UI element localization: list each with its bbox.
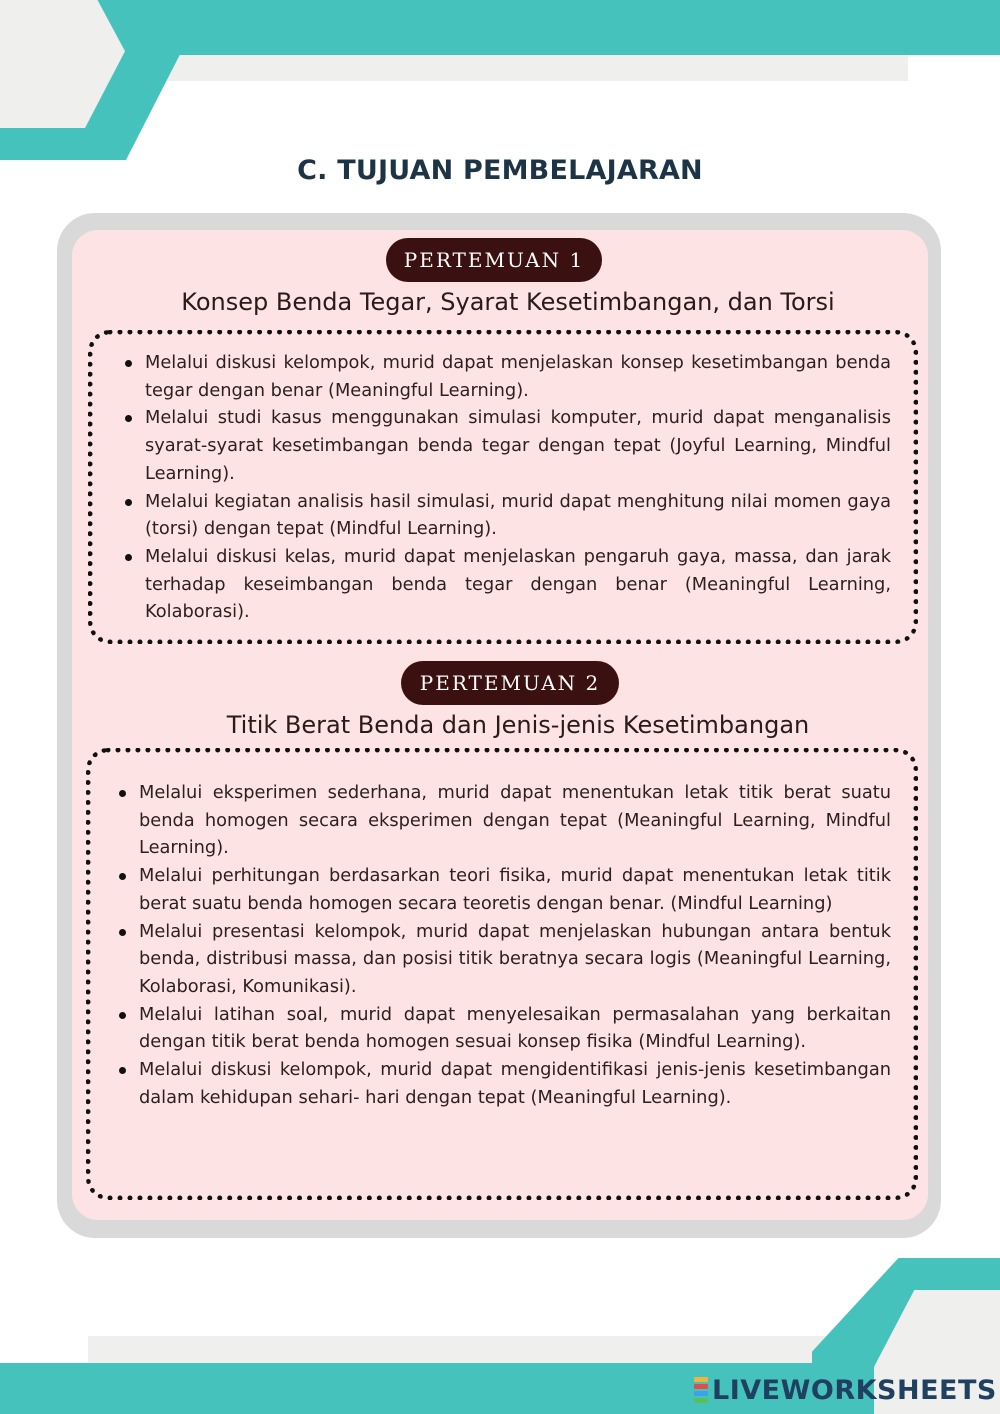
brand-name: LIVEWORKSHEETS xyxy=(712,1374,997,1406)
liveworksheets-logo[interactable] xyxy=(694,1373,997,1407)
list-item: Melalui presentasi kelompok, murid dapat menjelaskan hubungan antara bentuk benda, distribusi massa, dan posisi titik beratnya secara logis (Meaningful Learning, Kolaborasi, Komunikasi). xyxy=(115,918,891,1001)
list-item: Melalui diskusi kelompok, murid dapat mengidentifikasi jenis-jenis kesetimbangan dalam kehidupan sehari- hari dengan tepat (Meaningful Learning). xyxy=(115,1056,891,1111)
meeting-2-objectives-list xyxy=(115,779,891,1111)
meeting-2-topic: Titik Berat Benda dan Jenis-jenis Kesetimbangan xyxy=(226,711,810,739)
liveworksheets-icon xyxy=(694,1377,708,1403)
list-item: Melalui perhitungan berdasarkan teori fisika, murid dapat menentukan letak titik berat suatu benda homogen secara teoretis dengan benar. (Mindful Learning) xyxy=(115,862,891,917)
list-item: Melalui kegiatan analisis hasil simulasi, murid dapat menghitung nilai momen gaya (torsi) dengan tepat (Mindful Learning). xyxy=(121,488,891,543)
meeting-2-badge: PERTEMUAN 2 xyxy=(401,661,619,705)
bottom-decor-strip xyxy=(88,1336,878,1363)
top-decor-strip xyxy=(150,55,908,81)
list-item: Melalui diskusi kelompok, murid dapat menjelaskan konsep kesetimbangan benda tegar dengan benar (Meaningful Learning). xyxy=(121,349,891,404)
meeting-1-topic: Konsep Benda Tegar, Syarat Kesetimbangan, dan Torsi xyxy=(181,288,835,316)
page-title: C. TUJUAN PEMBELAJARAN xyxy=(297,155,703,186)
list-item: Melalui diskusi kelas, murid dapat menjelaskan pengaruh gaya, massa, dan jarak terhadap keseimbangan benda tegar dengan benar (Meaningful Learning, Kolaborasi). xyxy=(121,543,891,626)
meeting-1-objectives-list xyxy=(121,349,891,626)
meeting-1-objectives-box xyxy=(88,330,918,644)
meeting-1-badge: PERTEMUAN 1 xyxy=(386,238,602,282)
list-item: Melalui studi kasus menggunakan simulasi komputer, murid dapat menganalisis syarat-syarat kesetimbangan benda tegar dengan tepat (Joyful Learning, Mindful Learning). xyxy=(121,404,891,487)
list-item: Melalui latihan soal, murid dapat menyelesaikan permasalahan yang berkaitan dengan titik berat benda homogen sesuai konsep fisika (Mindful Learning). xyxy=(115,1001,891,1056)
list-item: Melalui eksperimen sederhana, murid dapat menentukan letak titik berat suatu benda homogen secara eksperimen dengan tepat (Meaningful Learning, Mindful Learning). xyxy=(115,779,891,862)
meeting-2-objectives-box xyxy=(86,748,918,1200)
